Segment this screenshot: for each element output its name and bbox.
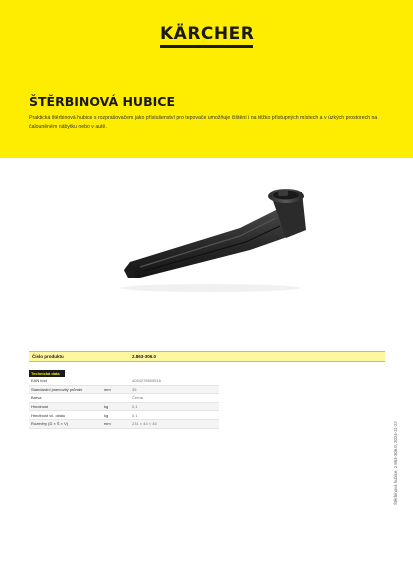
crevice-nozzle-image bbox=[100, 170, 340, 310]
row-value: 35 bbox=[132, 386, 137, 392]
row-unit: mm bbox=[104, 386, 111, 392]
logo-underline bbox=[160, 45, 253, 48]
table-row bbox=[29, 403, 219, 412]
row-label: Rozměry (D × Š × V) bbox=[31, 421, 69, 427]
row-label: EAN kód bbox=[31, 378, 47, 384]
part-number-value: 2.863-306.0 bbox=[132, 353, 157, 359]
row-value: 4054278509516 bbox=[132, 378, 161, 384]
part-number-row bbox=[29, 351, 385, 362]
karcher-logo: KÄRCHER bbox=[160, 24, 255, 44]
product-title: ŠTĚRBINOVÁ HUBICE bbox=[29, 94, 175, 109]
row-unit: mm bbox=[104, 421, 111, 427]
table-row bbox=[29, 411, 219, 420]
part-number-label: Číslo produktu bbox=[32, 353, 64, 359]
technical-data-table bbox=[29, 377, 219, 429]
row-value: 0,1 bbox=[132, 412, 138, 418]
table-row bbox=[29, 420, 219, 429]
row-label: Barva bbox=[31, 395, 42, 401]
technical-data-heading-text: Technická data bbox=[31, 371, 60, 376]
product-description: Praktická štěrbinová hubice s rozprašovačem jako příslušenství pro tepovače umožňuje čištění i na těžko přístupných místech a v úzkých prostorech na čalouněném nábytku nebo v autě. bbox=[29, 115, 378, 130]
table-row bbox=[29, 386, 219, 395]
row-label: Hmotnost bbox=[31, 404, 49, 410]
table-row bbox=[29, 377, 219, 386]
row-label: Standardní jmenovitý průměr bbox=[31, 386, 83, 392]
row-label: Hmotnost vč. obalu bbox=[31, 412, 66, 418]
row-value: 231 × 44 × 46 bbox=[132, 421, 157, 427]
row-value: Černá bbox=[132, 395, 143, 401]
technical-data-heading bbox=[29, 370, 65, 377]
row-unit: kg bbox=[104, 404, 109, 410]
table-row bbox=[29, 394, 219, 403]
header-banner bbox=[0, 0, 413, 158]
side-footer-text: Štěrbinová hubice, 2.863-306.0, 2024-11-22 bbox=[393, 421, 398, 505]
row-value: 0,1 bbox=[132, 404, 138, 410]
row-unit: kg bbox=[104, 412, 109, 418]
